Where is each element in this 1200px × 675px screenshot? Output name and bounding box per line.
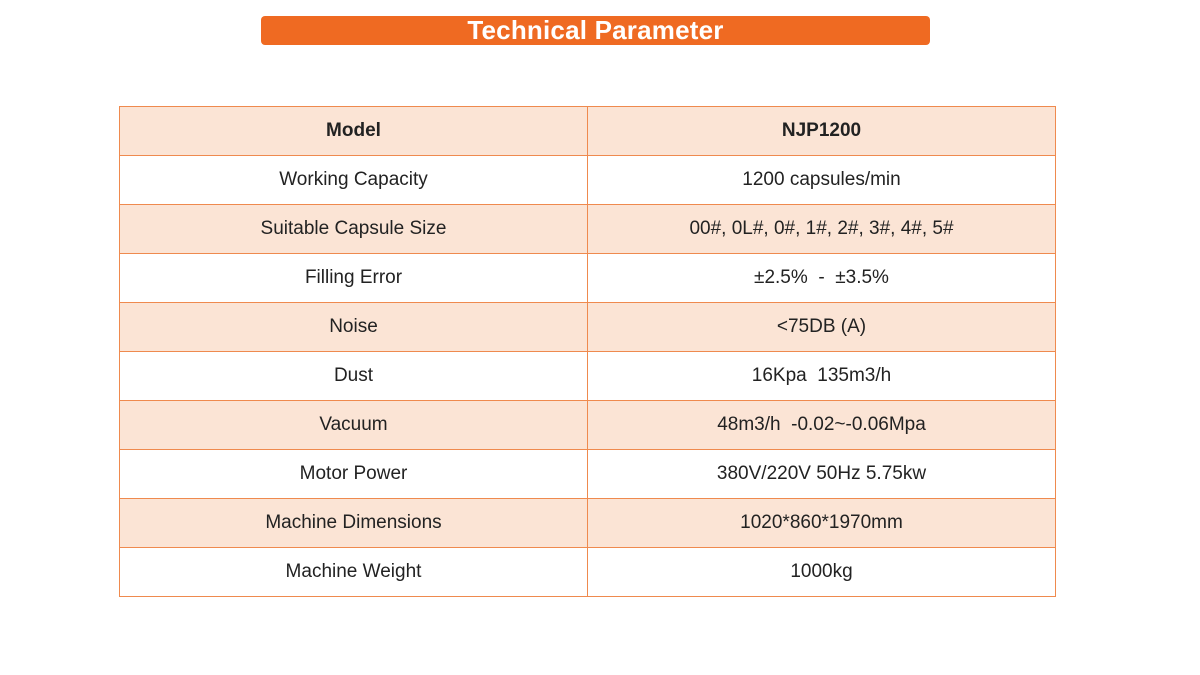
row-value-cell: 1020*860*1970mm [588,499,1056,548]
table-header-row [120,107,1056,156]
parameter-table [119,106,1056,597]
table-row [120,401,1056,450]
row-label-cell: Noise [120,303,588,352]
table-row [120,499,1056,548]
row-value-cell: 1200 capsules/min [588,156,1056,205]
row-label-cell: Machine Weight [120,548,588,597]
row-label-cell: Suitable Capsule Size [120,205,588,254]
table-row [120,303,1056,352]
row-label-cell: Filling Error [120,254,588,303]
row-value-cell: 48m3/h -0.02~-0.06Mpa [588,401,1056,450]
row-value-cell: 16Kpa 135m3/h [588,352,1056,401]
row-value-cell: <75DB (A) [588,303,1056,352]
row-label-cell: Vacuum [120,401,588,450]
row-value-cell: ±2.5% - ±3.5% [588,254,1056,303]
row-value-cell: 380V/220V 50Hz 5.75kw [588,450,1056,499]
header-value-cell: NJP1200 [588,107,1056,156]
row-label-cell: Working Capacity [120,156,588,205]
table-row [120,156,1056,205]
page-title: Technical Parameter [467,15,724,45]
row-label-cell: Dust [120,352,588,401]
header-label-cell: Model [120,107,588,156]
table-row [120,352,1056,401]
table-row [120,254,1056,303]
row-label-cell: Motor Power [120,450,588,499]
row-label-cell: Machine Dimensions [120,499,588,548]
row-value-cell: 1000kg [588,548,1056,597]
table-row [120,548,1056,597]
row-value-cell: 00#, 0L#, 0#, 1#, 2#, 3#, 4#, 5# [588,205,1056,254]
title-banner [261,16,930,45]
table-row [120,450,1056,499]
table-row [120,205,1056,254]
